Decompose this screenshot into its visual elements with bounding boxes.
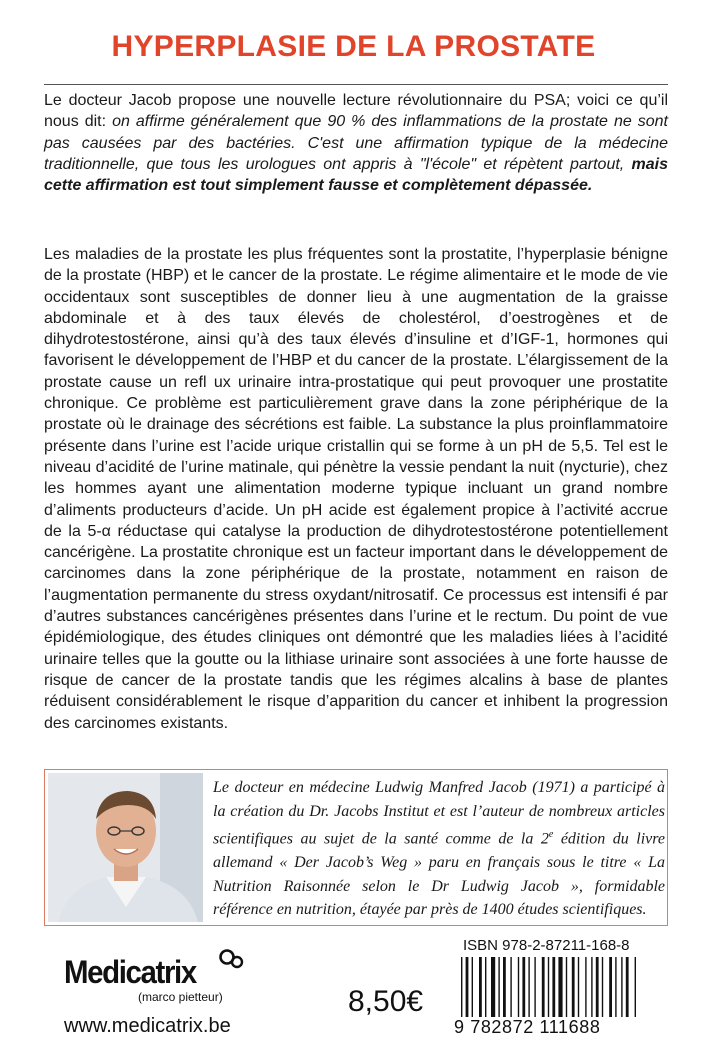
barcode-bar (596, 957, 599, 1017)
barcode-bar (578, 957, 579, 1017)
author-bio-box (44, 769, 668, 926)
barcode-bar (479, 957, 482, 1017)
author-bio-text (213, 776, 665, 922)
barcode-bar (542, 957, 545, 1017)
publisher-name: Medicatrix (64, 954, 196, 990)
barcode-bar (591, 957, 592, 1017)
barcode-bar (485, 957, 486, 1017)
isbn-label: ISBN 978-2-87211-168-8 (463, 937, 630, 954)
barcode-bar (491, 957, 495, 1017)
barcode-bar (503, 957, 506, 1017)
intro-quote: on affirme généralement que 90 % des inflammations de la prostate ne sont pas causées par des bactéries. C'est une affirmation typique de la médecine traditionnelle, que tous les urologues ont appris à "l'école" et répètent partout, (44, 113, 669, 173)
barcode-bar (558, 957, 562, 1017)
barcode-digits: 9 782872 111688 (454, 1017, 601, 1037)
barcode-bar (621, 957, 622, 1017)
intro-paragraph (44, 90, 668, 196)
barcode-bar (635, 957, 636, 1017)
barcode-bar (602, 957, 603, 1017)
publisher-website: www.medicatrix.be (64, 1015, 231, 1037)
barcode-bar (626, 957, 629, 1017)
title-rule (44, 84, 668, 85)
medicatrix-logo-rings-icon (216, 948, 246, 978)
price: 8,50€ (348, 985, 424, 1018)
bio-part-a: Le docteur en médecine Ludwig Manfred Jacob (1971) a participé à la création du Dr. Jacobs Institut et est l’auteur de nombreux articles scientifiques au sujet de la santé comme de la 2 (213, 779, 665, 848)
barcode-bar (472, 957, 473, 1017)
barcode-bar (510, 957, 511, 1017)
barcode-bar (498, 957, 499, 1017)
bio-superscript: e (548, 829, 554, 841)
publisher-logo (64, 948, 244, 1004)
page-title: HYPERPLASIE DE LA PROSTATE (111, 30, 596, 63)
barcode-bar (522, 957, 525, 1017)
barcode-bar (572, 957, 575, 1017)
barcode-bar (585, 957, 586, 1017)
barcode-bar (466, 957, 469, 1017)
barcode-bar (518, 957, 519, 1017)
intro-plain: Le docteur Jacob propose une nouvelle lecture révolutionnaire du PSA; voici ce qu’il nous dit: (44, 92, 668, 131)
barcode-bar (609, 957, 612, 1017)
barcode-icon (461, 957, 661, 1017)
barcode-bar (528, 957, 529, 1017)
barcode-bar (615, 957, 616, 1017)
author-photo (48, 773, 203, 922)
barcode-bar (534, 957, 535, 1017)
bio-part-b: édition du livre allemand « Der Jacob’s Weg » paru en français sous le titre « La Nutrition Raisonnée selon le Dr Ludwig Jacob », formidable référence en nutrition, étayée par près de 1400 études scientifiques. (213, 830, 665, 919)
barcode-bar (548, 957, 549, 1017)
body-paragraph: Les maladies de la prostate les plus fréquentes sont la prostatite, l’hyperplasie bénigne de la prostate (HBP) et le cancer de la prostate. Le régime alimentaire et le mode de vie occidentaux sont susceptibles de donner lieu à une augmentation de la graisse abdominale et à des taux élevés de cholestérol, d’oestrogènes et de dihydrotestostérone, ainsi qu’à des taux élevés d’insuline et d’IGF-1, hormones qui favorisent le développement de l’HBP et du cancer de la prostate. L’élargissement de la prostate cause un refl ux urinaire intra-prostatique qui peut provoquer une prostatite chronique. Ce problème est particulièrement grave dans la zone périphérique de la prostate où le drainage des sécrétions est faible. La substance la plus proinflammatoire présente dans l’urine est l’acide urique cristallin qui se forme à un pH de 5,5. Tel est le niveau d’acidité de l’urine matinale, qui pénètre la vessie pendant la nuit (nycturie), chez les hommes ayant une alimentation moderne typique incluant un grand nombre d’aliments producteurs d’acide. Un pH acide est également propice à l’activité accrue de la 5-α réductase qui catalyse la production de dihydrotestostérone potentiellement cancérigène. La prostatite chronique est un facteur important dans le développement de carcinomes dans la zone périphérique de la prostate, notamment en raison de l’augmentation permanente du stress oxydant/nitrosatif. Ce processus est intensifi é par d’autres substances cancérigènes présentes dans l’urine et le rectum. Du point de vue épidémiologique, des études cliniques ont démontré que les maladies liées à l’acidité urinaire telles que la goutte ou la lithiase urinaire sont associées à une forte hausse de risque de cancer de la prostate tandis que les régimes alcalins à base de plantes réduisent considérablement le risque d’apparition du cancer et inhibent la progression des carcinomes existants. (44, 246, 668, 732)
barcode-bar (461, 957, 462, 1017)
barcode-bar (552, 957, 555, 1017)
barcode-bar (566, 957, 567, 1017)
publisher-subtitle: (marco pietteur) (138, 990, 223, 1004)
intro-emphasis: mais cette affirmation est tout simplement fausse et complètement dépassée. (44, 155, 669, 195)
